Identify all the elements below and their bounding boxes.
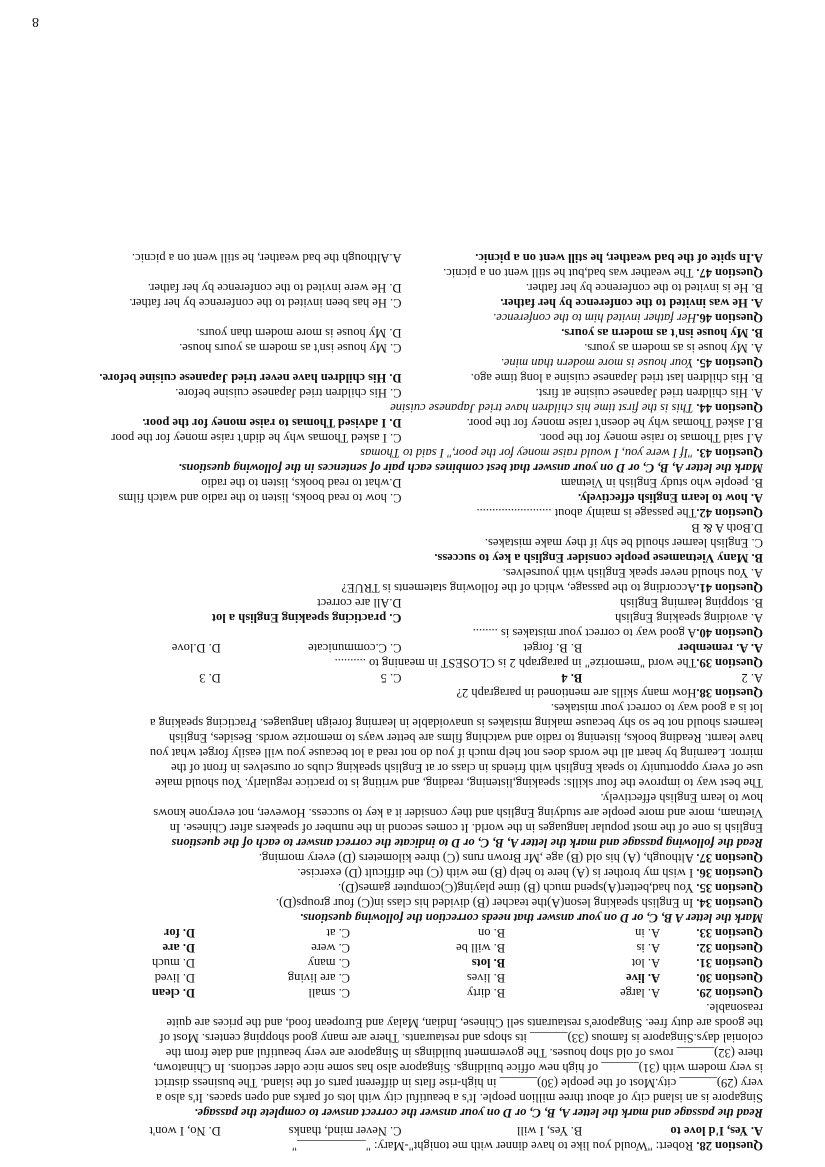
q30-option-d[interactable]: D. lived: [154, 971, 196, 985]
passage-line: colonial days.Singapore is famous (33)______ its shops and restaurants. There are many good shopping centers. Most of: [159, 1031, 763, 1045]
q46-option-a[interactable]: A. He was invited to the conference by her father.: [500, 296, 763, 310]
q31-option-b[interactable]: B. lots: [471, 956, 506, 970]
q39-option-d[interactable]: D. D.love: [171, 641, 221, 655]
question-47: Question 47. The weather was bad,but he still went on a picnic.: [443, 266, 763, 280]
q41-option-b[interactable]: B. Many Vietnamese people consider English a key to success.: [434, 551, 763, 565]
q39-option-c[interactable]: C. C.communicate: [308, 641, 402, 655]
q40-option-d[interactable]: D.All are correct: [317, 596, 402, 610]
q30-option-b[interactable]: B. lives: [466, 971, 506, 985]
q30-option-a[interactable]: A. live: [626, 971, 661, 985]
q32-option-a[interactable]: A. is: [636, 941, 661, 955]
q44-options-row2: [40, 370, 763, 385]
q31-option-a[interactable]: A. lot: [631, 956, 661, 970]
q33-option-d[interactable]: D. for: [163, 926, 196, 940]
q44-options-row1: [40, 385, 763, 400]
q30-option-c[interactable]: C. are living: [287, 971, 351, 985]
passage-line: very (29)______ city.Most of the people (30)______ in high-rise flats in different parts of the island. The business district: [154, 1076, 763, 1090]
passage-line: Vietnam, more and more people are studying English and they consider it a key to success. However, not everyone knows: [153, 806, 763, 820]
q43-options-row2: [40, 415, 763, 430]
passage-line: English is one of the most popular languages in the world. It comes second in the number of speakers after Chinese. In: [169, 821, 763, 835]
q32-option-b[interactable]: B. will be: [456, 941, 506, 955]
question-38: Question 38.How many skills are mentioned in paragraph 2?: [456, 686, 763, 700]
question-34: Question 34. In English speaking leson(A)the teacher (B) divided his class in(C) four groups(D).: [275, 896, 763, 910]
question-40: Question 40.A good way to correct your mistakes is ........: [472, 626, 763, 640]
passage-line: how to learn English effectively.: [600, 791, 763, 805]
q46-option-c[interactable]: C. He has been invited to the conference by her father.: [129, 296, 402, 310]
passage-line: have learnt. Reading books, listening to radio and watching films are better ways to memorize words. Besides, English: [169, 731, 763, 745]
question-36: Question 36. I wish my brother is (A) here to help (B) me with (C) the difficult (D) exercise.: [297, 866, 763, 880]
q39-option-b[interactable]: B. B. forget: [523, 641, 583, 655]
combine-instruction: Mark the letter A, B, C, or D on your answer that best combines each pair of sentences in the following questions.: [178, 461, 763, 475]
question-32: Question 32. A. is B. will be C. were D. are: [40, 940, 763, 955]
q28-option-a[interactable]: A. Yes, I'd love to: [670, 1124, 763, 1138]
question-37: Question 37. Although, (A) his old (B) age ,Mr Brown runs (C) three kilometers (D) every morning.: [258, 851, 763, 865]
q42-option-c[interactable]: C. how to read books, listen to the radio and watch films: [118, 491, 402, 505]
q38-options: [40, 670, 763, 685]
q33-option-c[interactable]: C. at: [326, 926, 351, 940]
q44-option-c[interactable]: C. His children tried Japanese cuisine before.: [175, 386, 402, 400]
q45-option-b[interactable]: B. My house isn't as modern as yours.: [561, 326, 763, 340]
question-41: Question 41.According to the passage, which of the following statements is TRUE?: [341, 581, 763, 595]
q43-options-row1: [40, 430, 763, 445]
q42-options-row1: [40, 490, 763, 505]
q42-option-d[interactable]: D.what to read books, listen to the radio: [201, 476, 402, 490]
question-45: Question 45. Your house is more modern than mine.: [500, 356, 763, 370]
passage-line: the goods are duty free. Singapore's restaurants sell Chinese, Indian, Malay and European food, and the prices are quite: [166, 1016, 763, 1030]
q47-option-a-alt[interactable]: A.Although the bad weather, he still went on a picnic.: [131, 251, 402, 265]
question-30: Question 30. A. live B. lives C. are living D. lived: [40, 970, 763, 985]
q41-option-a[interactable]: A. You should never speak English with yourselves.: [502, 566, 763, 580]
passage-line: Singapore is an island city of about three million people. It's a beautiful city with lots of parks and open spaces. It's also a: [156, 1091, 763, 1105]
q28-option-d[interactable]: D. No, I won't: [149, 1124, 221, 1138]
q42-option-b[interactable]: B. people who study English in Vietnam: [560, 476, 763, 490]
q46-options-row2: [40, 280, 763, 295]
q46-options-row1: [40, 295, 763, 310]
q41-option-c[interactable]: C. English learner should be shy if they make mistakes.: [484, 536, 763, 550]
q29-option-a[interactable]: A. large: [620, 986, 661, 1000]
passage-line: lot is a good way to correct your mistakes.: [550, 701, 763, 715]
passage-line: use of every opportunity to speak English with friends in class or at English speaking clubs or ourselves in front of the: [171, 761, 763, 775]
exam-content: [40, 250, 763, 1153]
question-39: Question 39.The word "memorize" in paragraph 2 is CLOSEST in meaning to ..........: [334, 656, 763, 670]
q45-option-c[interactable]: C. My house isn't as modern as yours house.: [179, 341, 402, 355]
q43-option-d[interactable]: D. I advised Thomas to raise money for the poor.: [142, 416, 402, 430]
q39-option-a[interactable]: A. A. remember: [677, 641, 763, 655]
q29-option-c[interactable]: C. small: [308, 986, 351, 1000]
passage-line: learners should not be so shy because making mistakes is unavoidable in learning foreign languages. Practicing speaking a: [149, 716, 763, 730]
passage-line: there (32)______ rows of old shop houses. The government buildings in Singapore are very beautiful and date from the: [165, 1046, 763, 1060]
question-44: Question 44. This is the first time his children have tried Japanese cuisine: [390, 401, 763, 415]
q46-option-b[interactable]: B. He is invited to the conference by her father.: [525, 281, 763, 295]
q47-options: [40, 250, 763, 265]
q41-option-d[interactable]: D.Both A & B: [691, 521, 763, 535]
q38-option-c[interactable]: C. 5: [380, 671, 402, 685]
page-number: 8: [32, 14, 39, 29]
passage-line: reasonable.: [706, 1001, 763, 1015]
q29-option-d[interactable]: D. clean: [151, 986, 196, 1000]
q44-option-b[interactable]: B. His children last tried Japanese cuisine a long time ago.: [470, 371, 763, 385]
q46-option-d[interactable]: D. He were invited to the conference by her father.: [147, 281, 402, 295]
question-42: Question 42.The passage is mainly about ........................: [476, 506, 763, 520]
q43-option-c[interactable]: C. I asked Thomas why he didn't raise money for the poor: [111, 431, 402, 445]
q32-option-d[interactable]: D. are: [162, 941, 196, 955]
q42-option-a[interactable]: A. how to learn English effectively.: [577, 491, 763, 505]
q32-option-c[interactable]: C. were: [311, 941, 351, 955]
question-29: Question 29. A. large B. dirty C. small D. clean: [40, 985, 763, 1000]
q38-option-b[interactable]: B. 4: [561, 671, 583, 685]
q43-option-a[interactable]: A.I said Thomas to raise money for the poor.: [538, 431, 763, 445]
question-46: Question 46.Her father invited him to the conference.: [493, 311, 763, 325]
q31-option-c[interactable]: C. many: [307, 956, 351, 970]
q45-options-row1: [40, 340, 763, 355]
question-33: Question 33. A. in B. on C. at D. for: [40, 925, 763, 940]
q44-option-d[interactable]: D. His children have never tried Japanese cuisine before.: [99, 371, 402, 385]
q31-option-d[interactable]: D. much: [151, 956, 196, 970]
reading1-instruction: Read the passage and mark the letter A, B, C, or D on your answer the correct answer to complete the passage.: [194, 1106, 763, 1120]
q29-option-b[interactable]: B. dirty: [466, 986, 506, 1000]
q45-option-a[interactable]: A. My house is as modern as yours.: [584, 341, 763, 355]
q38-option-d[interactable]: D. 3: [199, 671, 221, 685]
q45-option-d[interactable]: D. My house is more modern than yours.: [196, 326, 402, 340]
q40-option-b[interactable]: B. stopping learning English: [619, 596, 763, 610]
q40-options-row2: [40, 595, 763, 610]
q40-option-a[interactable]: A. avoiding speaking English: [615, 611, 763, 625]
q28-option-b[interactable]: B. Yes, I will: [516, 1124, 583, 1138]
question-31: Question 31. A. lot B. lots C. many D. much: [40, 955, 763, 970]
q28-options: [40, 1123, 763, 1138]
passage-line: is very modern with (31)______ of high new office buildings. Singapore also has some nice older sections. In Chinatown,: [153, 1061, 763, 1075]
question-28: Question 28. Robert: "Would you like to have dinner with me tonight"-Mary: "___________": [291, 1139, 763, 1153]
q44-option-a[interactable]: A. His children tried Japanese cuisine at first.: [535, 386, 763, 400]
q33-option-b[interactable]: B. on: [477, 926, 506, 940]
q39-options: [40, 640, 763, 655]
question-35: Question 35. You had,better(A)spend much (B) time playing(C)computer games(D).: [338, 881, 763, 895]
error-instruction: Mark the letter A B, C, or D on your answer that needs correction the following questions.: [299, 911, 763, 925]
reading2-instruction: Read the following passage and mark the letter A, B, C, or D to indicate the correct answer to each of the questions: [171, 836, 763, 850]
q33-option-a[interactable]: A. in: [635, 926, 661, 940]
reading2-passage: [40, 700, 763, 835]
passage-line: mirror. Learning by heart all the words does not help much if you do not read a lot because you will easily forget what you: [149, 746, 763, 760]
passage-line: The best way to improve the four skills: speaking,listening, reading, and writing is to practice regularly. You should make: [155, 776, 763, 790]
q40-option-c[interactable]: C. practicing speaking English a lot: [211, 611, 402, 625]
question-43: Question 43. "If I were you, I would raise money for the poor," I said to Thomas: [360, 446, 763, 460]
reading1-passage: [40, 1000, 763, 1105]
q40-options-row1: [40, 610, 763, 625]
q28-option-c[interactable]: C. Never mind, thanks: [288, 1124, 402, 1138]
q45-options-row2: [40, 325, 763, 340]
q47-option-a[interactable]: A.In spite of the bad weather, he still went on a picnic.: [475, 251, 763, 265]
q43-option-b[interactable]: B.I asked Thomas why he doesn't raise money for the poor.: [466, 416, 763, 430]
q38-option-a[interactable]: A. 2: [741, 671, 763, 685]
q42-options-row2: [40, 475, 763, 490]
